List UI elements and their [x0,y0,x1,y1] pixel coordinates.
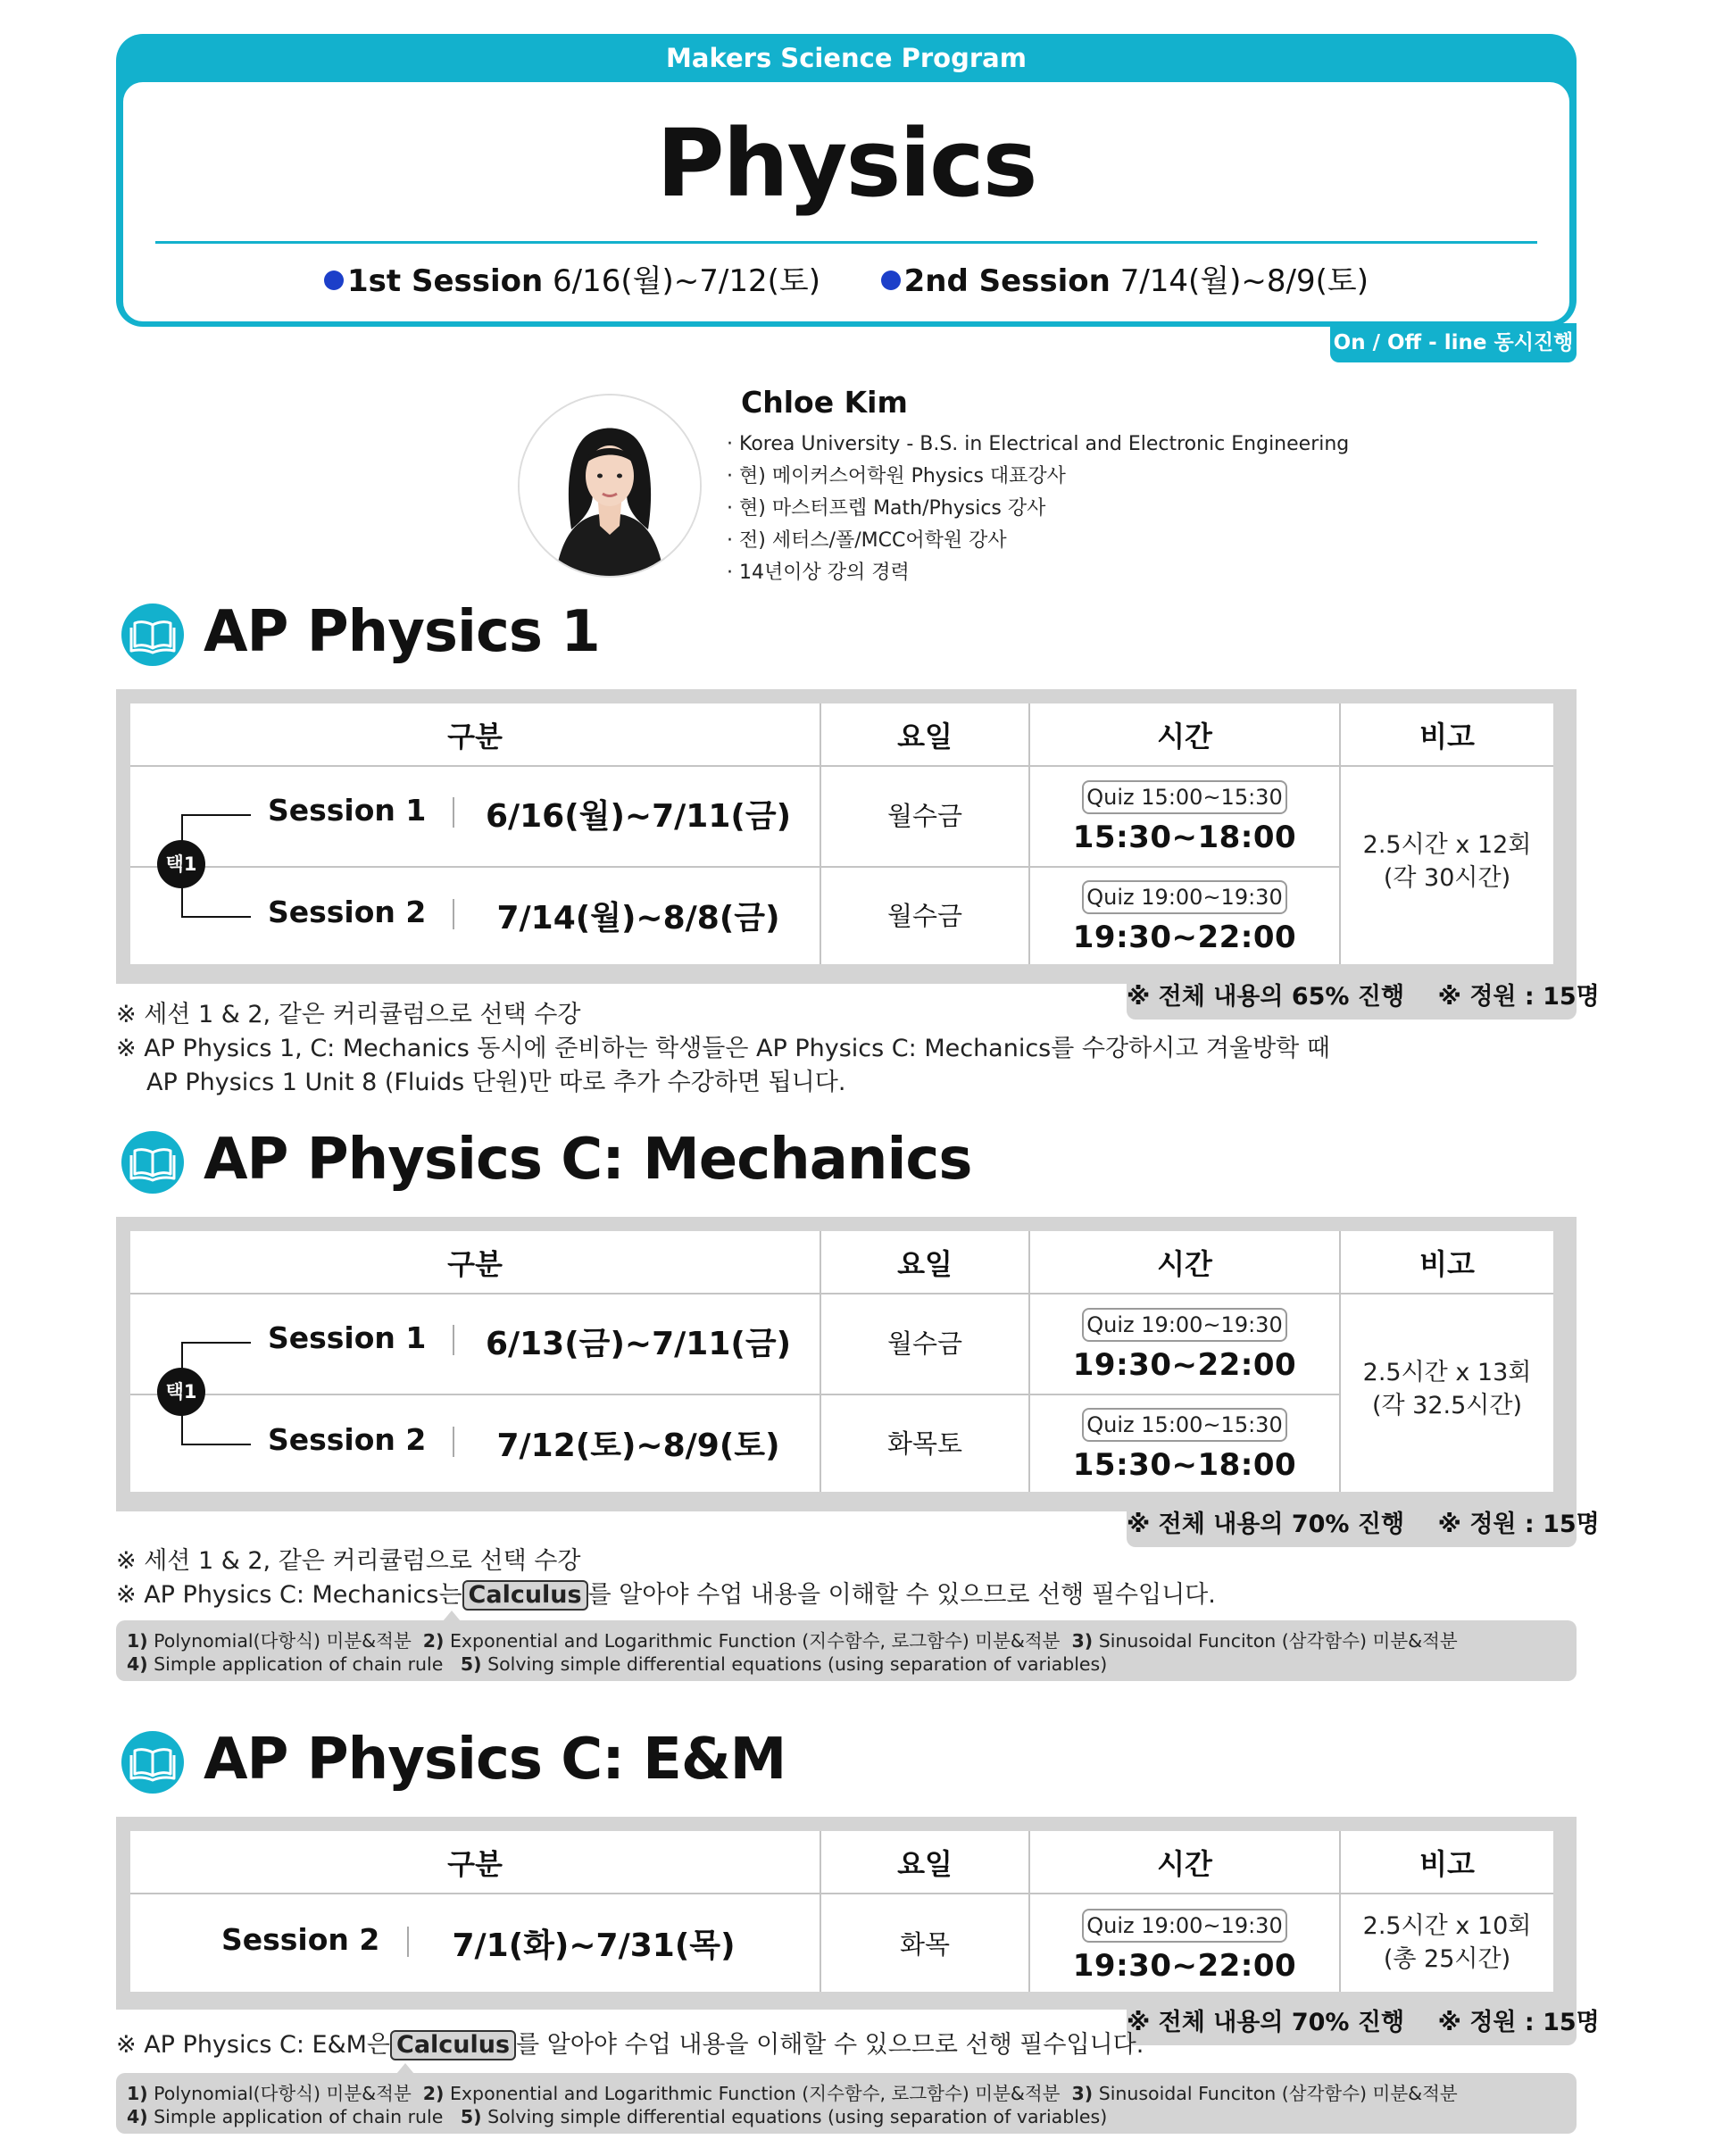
class-days: 화목 [899,1929,951,1960]
prerequisite-box [116,2073,1577,2134]
course-notes [116,998,1330,1100]
choose-one-badge: 택1 [157,1368,205,1416]
prerequisite-box [116,1620,1577,1681]
note-line: ※ 세션 1 & 2, 같은 커리큘럼으로 선택 수강 [116,1547,581,1575]
class-days: 월수금 [886,1328,963,1359]
calculus-tag: Calculus [390,2030,516,2060]
quiz-time-tag: Quiz 15:00~15:30 [1082,1408,1287,1442]
quiz-time-tag: Quiz 19:00~19:30 [1082,1909,1287,1943]
choose-one-badge: 택1 [157,840,205,888]
teacher-bio [727,429,1349,589]
session-dates: 7/14(월)~8/8(금) [496,900,780,936]
header-category: 구분 [447,1847,503,1881]
course-title: AP Physics C: Mechanics [204,1127,972,1193]
remark-sessions: 2.5시간 x 13회 [1362,1359,1532,1386]
course-title: AP Physics C: E&M [204,1727,786,1793]
course-title: AP Physics 1 [204,599,600,665]
remark [1341,1356,1553,1422]
mode-badge: On / Off - line 동시진행 [1330,323,1577,362]
prereq-item: Simple application of chain rule [154,2106,444,2127]
item-number: 4) [127,1653,148,1675]
bio-line: · 14년이상 강의 경력 [727,562,910,584]
coverage-capacity-badge [1127,1506,1600,1547]
class-days: 월수금 [886,801,963,831]
capacity-text: ※ 정원 : 15명 [1437,1511,1600,1538]
header-time: 시간 [1157,1247,1212,1281]
remark [1341,828,1553,895]
session-dates: 7/12(토)~8/9(토) [496,1428,780,1464]
session-dates [123,261,1569,302]
prereq-item: Exponential and Logarithmic Function (지수함수, 로그함수) 미분&적분 [449,2083,1061,2104]
item-number: 5) [460,2106,482,2127]
session-dates: 6/13(금)~7/11(금) [485,1326,792,1362]
session-label: Session 2 [268,1422,427,1457]
session-label: Session 2 [221,1922,380,1957]
bullet-dot-icon [324,271,344,290]
header-note: 비고 [1419,1247,1475,1281]
item-number: 3) [1071,2083,1094,2104]
quiz-time-tag: Quiz 19:00~19:30 [1082,1308,1287,1342]
item-number: 2) [422,2083,445,2104]
note-line: AP Physics 1 Unit 8 (Fluids 단원)만 따로 추가 수강하면 됩니다. [146,1069,846,1096]
item-number: 1) [127,1630,148,1652]
capacity-text: ※ 정원 : 15명 [1437,2009,1600,2036]
header-days: 요일 [897,1847,953,1881]
header-category: 구분 [447,1247,503,1281]
prereq-item: Sinusoidal Funciton (삼각함수) 미분&적분 [1098,1630,1458,1652]
header-days: 요일 [897,720,953,753]
session-label: Session 2 [268,895,427,929]
book-icon [121,1731,184,1794]
session1-dates: 6/16(월)~7/12(토) [553,263,820,299]
course-notes [116,1544,1216,1612]
quiz-time-tag: Quiz 15:00~15:30 [1082,780,1287,814]
item-number: 3) [1071,1630,1094,1652]
item-number: 1) [127,2083,148,2104]
remark-hours: (각 30시간) [1383,864,1511,892]
header-time: 시간 [1157,720,1212,753]
class-time: 19:30~22:00 [1072,1948,1297,1984]
prereq-item: Polynomial(다항식) 미분&적분 [154,2083,412,2104]
calculus-tag: Calculus [462,1580,588,1611]
calculus-note [116,2028,1144,2062]
session-dates: 6/16(월)~7/11(금) [485,798,792,835]
note-prefix: ※ AP Physics C: Mechanics는 [116,1581,462,1609]
remark-sessions: 2.5시간 x 10회 [1362,1912,1532,1940]
teacher-portrait-icon [520,395,700,576]
header-category: 구분 [447,720,503,753]
session1-label: 1st Session [346,263,544,299]
header-days: 요일 [897,1247,953,1281]
teacher-name: Chloe Kim [741,385,908,420]
bio-line: · 현) 마스터프렙 Math/Physics 강사 [727,497,1046,520]
header-divider [155,241,1537,244]
bullet-dot-icon [881,271,901,290]
remark-hours: (총 25시간) [1383,1945,1511,1973]
book-icon [121,1131,184,1194]
session-label: Session 1 [268,793,427,828]
item-number: 2) [422,1630,445,1652]
prereq-item: Polynomial(다항식) 미분&적분 [154,1630,412,1652]
session-dates: 7/1(화)~7/31(목) [452,1927,736,1964]
bio-line: · 전) 세터스/폴/MCC어학원 강사 [727,529,1007,552]
prereq-item: Solving simple differential equations (using separation of variables) [487,2106,1108,2127]
capacity-text: ※ 정원 : 15명 [1437,983,1600,1011]
class-time: 19:30~22:00 [1072,920,1297,955]
class-time: 19:30~22:00 [1072,1347,1297,1383]
prereq-item: Solving simple differential equations (using separation of variables) [487,1653,1108,1675]
bio-line: · 현) 메이커스어학원 Physics 대표강사 [727,465,1066,487]
item-number: 4) [127,2106,148,2127]
quiz-time-tag: Quiz 19:00~19:30 [1082,880,1287,914]
header-note: 비고 [1419,720,1475,753]
note-suffix: 를 알아야 수업 내용을 이해할 수 있으므로 선행 필수입니다. [587,1581,1216,1609]
page-title: Physics [656,109,1036,218]
session2-dates: 7/14(월)~8/9(토) [1119,263,1369,299]
remark [1341,1910,1553,1976]
item-number: 5) [460,1653,482,1675]
coverage-text: ※ 전체 내용의 70% 진행 [1127,2009,1405,2036]
prereq-item: Simple application of chain rule [154,1653,444,1675]
header-note: 비고 [1419,1847,1475,1881]
coverage-text: ※ 전체 내용의 70% 진행 [1127,1511,1405,1538]
teacher-avatar [518,394,702,578]
prereq-item: Sinusoidal Funciton (삼각함수) 미분&적분 [1098,2083,1458,2104]
book-icon [121,604,184,666]
session-label: Session 1 [268,1320,427,1355]
calculus-note [116,1578,1216,1612]
class-time: 15:30~18:00 [1072,820,1297,855]
remark-sessions: 2.5시간 x 12회 [1362,831,1532,859]
program-name: Makers Science Program [666,43,1027,73]
course-notes [116,2028,1144,2062]
note-line: ※ AP Physics 1, C: Mechanics 동시에 준비하는 학생들은 AP Physics C: Mechanics를 수강하시고 겨울방학 때 [116,1035,1330,1062]
prereq-item: Exponential and Logarithmic Function (지수함수, 로그함수) 미분&적분 [449,1630,1061,1652]
bio-line: · Korea University - B.S. in Electrical and Electronic Engineering [727,433,1350,455]
note-prefix: ※ AP Physics C: E&M은 [116,2031,390,2059]
class-days: 월수금 [886,901,963,931]
note-suffix: 를 알아야 수업 내용을 이해할 수 있으므로 선행 필수입니다. [516,2031,1144,2059]
header-time: 시간 [1157,1847,1212,1881]
note-line: ※ 세션 1 & 2, 같은 커리큘럼으로 선택 수강 [116,1001,581,1028]
session2-label: 2nd Session [903,263,1111,299]
coverage-capacity-badge [1127,2004,1600,2045]
class-time: 15:30~18:00 [1072,1447,1297,1483]
class-days: 화목토 [886,1428,963,1459]
coverage-text: ※ 전체 내용의 65% 진행 [1127,983,1405,1011]
remark-hours: (각 32.5시간) [1371,1392,1522,1419]
